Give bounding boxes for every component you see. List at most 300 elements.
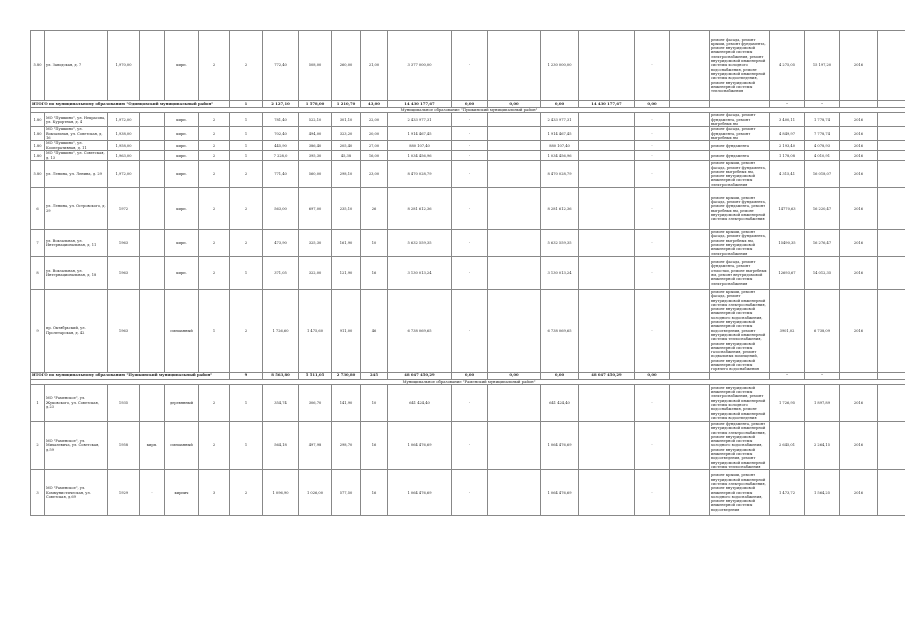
cell-num: 1.80 <box>31 127 45 141</box>
cell-empty <box>579 141 635 151</box>
cell-u2: - <box>805 101 840 108</box>
cell-empty <box>488 161 541 188</box>
cell-f2: 8 281 612,36 <box>541 188 579 230</box>
cell-empty <box>488 151 541 161</box>
cell-a3: 260,00 <box>332 31 361 101</box>
cell-yr: 2016 <box>840 127 878 141</box>
cell-a3: 298,10 <box>332 161 361 188</box>
cell-empty <box>670 188 710 230</box>
cell-yr: 2016 <box>840 188 878 230</box>
cell-yr: 2016 <box>840 141 878 151</box>
cell-empty <box>878 230 905 257</box>
cell-ent: 1 <box>230 113 263 127</box>
cell-works: ремонт фундамента, ремонт внутридомовой инженерной системы электроснабжения, ремонт внутридомовой инженерной системы холодного водоснабжения, ремонт внутридомовой инженерной системы водоотведения, ремонт внутридомовой инженерной системы теплоснабжения <box>710 421 770 469</box>
cell-year: 1972 <box>108 188 140 230</box>
total-row <box>31 101 905 108</box>
cell-fl: 1 <box>199 289 230 372</box>
cell-num: 8 <box>31 256 45 289</box>
cell-empty <box>670 127 710 141</box>
cell-works: ремонт фасада, ремонт фундамента, ремонт выгребных ям <box>710 113 770 127</box>
cell-year: 1,958,00 <box>108 141 140 151</box>
cell-n: 27,00 <box>361 141 388 151</box>
cell-f1: - <box>452 230 488 257</box>
cell-a2: 1 475,60 <box>299 289 332 372</box>
cell-u1: 4 849,97 <box>770 127 805 141</box>
cell-f5: 0,00 <box>635 101 670 108</box>
cell-num: 6 <box>31 188 45 230</box>
cell-u2: 1 778,74 <box>805 113 840 127</box>
cell-num: 5.80 <box>31 161 45 188</box>
cell-empty <box>579 31 635 101</box>
cell-f5: 0,00 <box>635 372 670 379</box>
cell-yr: 2016 <box>840 230 878 257</box>
cell-mat: кирп. <box>140 421 165 469</box>
cell-num: 7 <box>31 230 45 257</box>
cell-u1: 3 400,11 <box>770 113 805 127</box>
cell-empty <box>670 151 710 161</box>
cell-empty <box>840 101 878 108</box>
total-row <box>31 372 905 379</box>
cell-a2: 395,30 <box>299 151 332 161</box>
cell-works: ремонт крыши, ремонт фасада, ремонт внутридомовой инженерной системы электроснабжения, ремонт внутридомовой инженерной системы холодного водоснабжения, ремонт внутридомовой инженерной системы водоотведения, ремонт внутридомовой инженерной системы теплоснабжения, ремонт внутридомовой инженерной системы газоснабжения, ремонт подвальных помещений, ремонт внутридомовой инженерной системы горячего водоснабжения <box>710 289 770 372</box>
cell-year: 1,972,00 <box>108 113 140 127</box>
cell-empty <box>670 230 710 257</box>
cell-a2: 322,00 <box>299 256 332 289</box>
cell-works: ремонт фасада, ремонт фундамента, ремонт отмостки, ремонт выгребных ям, ремонт внутридомовой инженерной системы электроснабжения <box>710 256 770 289</box>
cell-tl: ИТОГО по муниципальному образованию "Одинцовский муниципальный район" <box>31 101 230 108</box>
cell-empty <box>878 151 905 161</box>
cell-mat2: смешанный <box>165 421 199 469</box>
cell-a3: 141,90 <box>332 384 361 421</box>
cell-empty <box>878 31 905 101</box>
table-row <box>31 188 905 230</box>
cell-yr: 2016 <box>840 289 878 372</box>
cell-f3: - <box>635 151 670 161</box>
cell-year: 1963 <box>108 256 140 289</box>
cell-empty <box>878 289 905 372</box>
cell-ent: 2 <box>230 31 263 101</box>
cell-empty <box>670 113 710 127</box>
cell-empty <box>488 127 541 141</box>
cell-empty <box>878 188 905 230</box>
cell-works: ремонт крыши, ремонт фасада, ремонт фундамента, ремонт выгребных ям, ремонт внутридомовой инженерной системы электроснабжения <box>710 230 770 257</box>
cell-a3: 121,90 <box>332 256 361 289</box>
cell-num: 3 <box>31 470 45 516</box>
cell-empty <box>488 31 541 101</box>
cell-f2: 8 470 028,79 <box>541 161 579 188</box>
cell-n: 23,00 <box>361 161 388 188</box>
cell-empty <box>140 384 165 421</box>
cell-tl: ИТОГО по муниципальному образованию "Пушкинский муниципальный район" <box>31 372 230 379</box>
cell-cost: 48 047 450,29 <box>388 372 452 379</box>
cell-ent: 2 <box>230 230 263 257</box>
cell-num: 9 <box>31 289 45 372</box>
table-row <box>31 161 905 188</box>
cell-f3: - <box>635 141 670 151</box>
cell-f2: 1 914 467,45 <box>541 127 579 141</box>
cell-f2: 0,00 <box>488 101 541 108</box>
cell-a3: 161,90 <box>332 230 361 257</box>
cell-empty <box>670 141 710 151</box>
cell-works: ремонт фасада, ремонт фундамента, ремонт выгребных ям <box>710 127 770 141</box>
cell-a1: 1 726,60 <box>263 289 299 372</box>
cell-fl: 2 <box>199 151 230 161</box>
cell-num: 1.80 <box>31 113 45 127</box>
cell-n: 245 <box>361 372 388 379</box>
cell-f3: - <box>635 127 670 141</box>
cell-mat: деревянный <box>165 384 199 421</box>
cell-addr: ул. Вокзальная, ул. Интернациональная, д. 18 <box>45 256 108 289</box>
cell-year: 1935 <box>108 384 140 421</box>
cell-f1: - <box>452 161 488 188</box>
cell-fl: 2 <box>199 141 230 151</box>
cell-a3: 45,38 <box>332 151 361 161</box>
cell-a2: 5 511,05 <box>299 372 332 379</box>
cell-addr: МО "Раменское", ул. Жуковского, ул. Советская, д.23 <box>45 384 108 421</box>
cell-f3: - <box>635 230 670 257</box>
cell-u1: 2 645,01 <box>770 421 805 469</box>
cell-f1: - <box>452 31 488 101</box>
cell-f1: - <box>452 289 488 372</box>
cell-works: ремонт крыши, ремонт внутридомовой инженерной системы электроснабжения, ремонт внутридомовой инженерной системы холодного водоснабжения, ремонт внутридомовой инженерной системы водоотведения <box>710 470 770 516</box>
cell-a3: 301,10 <box>332 113 361 127</box>
cell-f1: 0,00 <box>452 101 488 108</box>
cell-addr: пр. Октябрьский, ул. Пролетарская, д. 42 <box>45 289 108 372</box>
repair-program-table <box>30 30 905 516</box>
cell-u1: - <box>770 101 805 108</box>
table-row <box>31 289 905 372</box>
cell-empty <box>878 421 905 469</box>
cell-ent: 2 <box>230 289 263 372</box>
cell-a3: 205,40 <box>332 141 361 151</box>
cell-f2: 1 064 476,69 <box>541 421 579 469</box>
cell-fl: 2 <box>199 256 230 289</box>
cell-a2: 560,00 <box>299 161 332 188</box>
cell-yr: 2016 <box>840 256 878 289</box>
cell-a1: 473,90 <box>263 230 299 257</box>
cell-year: 1963 <box>108 230 140 257</box>
cell-empty <box>140 289 165 372</box>
cell-a3: 298,70 <box>332 421 361 469</box>
cell-cost: 1 064 476,69 <box>388 421 452 469</box>
table-row <box>31 113 905 127</box>
cell-mat2: кирпич <box>165 470 199 516</box>
cell-a3: 2 730,80 <box>332 372 361 379</box>
cell-n: 16 <box>361 421 388 469</box>
table-row <box>31 256 905 289</box>
cell-f1: - <box>452 470 488 516</box>
cell-a1: 1 096,90 <box>263 470 299 516</box>
table-row <box>31 384 905 421</box>
cell-u2: 6 738,09 <box>805 289 840 372</box>
cell-year: 1929 <box>108 470 140 516</box>
cell-cost: 8 281 612,36 <box>388 188 452 230</box>
cell-cost: 8 470 028,79 <box>388 161 452 188</box>
cell-works: ремонт внутридомовой инженерной системы электроснабжения, ремонт внутридомовой инженерной системы холодного водоснабжения, ремонт внутридомовой инженерной системы водоотведения <box>710 384 770 421</box>
cell-c: 9 <box>230 372 263 379</box>
cell-u2: 16 018,07 <box>805 161 840 188</box>
cell-empty <box>140 141 165 151</box>
cell-fl: 2 <box>199 384 230 421</box>
cell-empty <box>579 113 635 127</box>
cell-f2: 641 424,40 <box>541 384 579 421</box>
cell-empty <box>488 289 541 372</box>
cell-u1: 2 193,40 <box>770 141 805 151</box>
cell-f1: - <box>452 127 488 141</box>
cell-a1: 781,40 <box>263 113 299 127</box>
cell-empty <box>878 113 905 127</box>
cell-empty <box>488 384 541 421</box>
cell-mat: кирп. <box>165 188 199 230</box>
cell-f3: - <box>635 470 670 516</box>
cell-u2: 2 264,15 <box>805 421 840 469</box>
cell-empty <box>140 151 165 161</box>
cell-fl: 2 <box>199 230 230 257</box>
cell-fl: 3 <box>199 470 230 516</box>
cell-year: 1,963,00 <box>108 151 140 161</box>
cell-cost: 1 034 456,96 <box>388 151 452 161</box>
cell-u2: 1 897,89 <box>805 384 840 421</box>
cell-mat: кирп. <box>165 141 199 151</box>
cell-cost: 14 430 177,67 <box>388 101 452 108</box>
cell-works: ремонт крыши, ремонт фасада, ремонт фундамента, ремонт фундамента, ремонт выгребных ям, ремонт внутридомовой инженерной системы электроснабжения <box>710 188 770 230</box>
cell-mat: кирп. <box>165 113 199 127</box>
cell-works: ремонт фундамента <box>710 141 770 151</box>
cell-u2: 14 012,35 <box>805 256 840 289</box>
cell-empty <box>579 188 635 230</box>
cell-year: 1958 <box>108 421 140 469</box>
cell-year: 1,938,00 <box>108 127 140 141</box>
cell-n: 16 <box>361 470 388 516</box>
cell-empty <box>670 161 710 188</box>
cell-a3: 235,10 <box>332 188 361 230</box>
cell-u2: 16 276,47 <box>805 230 840 257</box>
cell-u2: 4 010,91 <box>805 151 840 161</box>
cell-n: 22,00 <box>361 113 388 127</box>
cell-num: 1.80 <box>31 151 45 161</box>
cell-mat: - <box>140 470 165 516</box>
cell-f1: - <box>452 188 488 230</box>
cell-u2: 1 564,25 <box>805 470 840 516</box>
cell-a2: 494,00 <box>299 127 332 141</box>
cell-empty <box>670 289 710 372</box>
cell-f2: 880 107,40 <box>541 141 579 151</box>
cell-num: 1.80 <box>31 141 45 151</box>
cell-u1: 14770,63 <box>770 188 805 230</box>
cell-addr: МО "Раменское", ул. Михалевича, ул. Советская, д.59 <box>45 421 108 469</box>
cell-empty <box>579 384 635 421</box>
cell-addr: МО "Пушкино", ул. Кооперативная, д. 11 <box>45 141 108 151</box>
cell-empty <box>579 230 635 257</box>
cell-yr: 2016 <box>840 113 878 127</box>
cell-empty <box>579 289 635 372</box>
cell-u1: 1 473,72 <box>770 470 805 516</box>
cell-f3: - <box>635 256 670 289</box>
cell-empty <box>878 141 905 151</box>
cell-yr: 2016 <box>840 421 878 469</box>
cell-f3: - <box>635 31 670 101</box>
cell-u2: 16 220,47 <box>805 188 840 230</box>
cell-f3: - <box>635 384 670 421</box>
cell-empty <box>670 31 710 101</box>
cell-f3: 0,00 <box>541 372 579 379</box>
cell-mat: кирп. <box>165 127 199 141</box>
cell-empty <box>579 421 635 469</box>
cell-f2: 6 738 069,65 <box>541 289 579 372</box>
cell-fl: 2 <box>199 113 230 127</box>
cell-fl: 2 <box>199 31 230 101</box>
cell-f1: - <box>452 256 488 289</box>
cell-addr: ул. Заводская, д. 7 <box>45 31 108 101</box>
cell-f2: 1 230 000,00 <box>541 31 579 101</box>
cell-empty <box>140 161 165 188</box>
cell-year: 1963 <box>108 289 140 372</box>
cell-f4: 48 047 450,29 <box>579 372 635 379</box>
cell-addr: МО "Пушкино", ул. Некрасова, ул. Курортная, д. 4 <box>45 113 108 127</box>
cell-n: 20,00 <box>361 127 388 141</box>
cell-empty <box>488 421 541 469</box>
cell-empty <box>878 256 905 289</box>
cell-fl: 2 <box>199 161 230 188</box>
cell-empty <box>840 372 878 379</box>
cell-addr: МО "Раменское", ул. Коммунистическая, ул. Советская, д.69 <box>45 470 108 516</box>
cell-f1: 0,00 <box>452 372 488 379</box>
table-row <box>31 151 905 161</box>
cell-u2: - <box>805 372 840 379</box>
cell-cost: 3 130 013,24 <box>388 256 452 289</box>
cell-n: 10 <box>361 230 388 257</box>
cell-a3: 1 210,70 <box>332 101 361 108</box>
cell-empty <box>140 31 165 101</box>
cell-empty <box>579 256 635 289</box>
cell-empty <box>670 384 710 421</box>
cell-f2: 1 034 456,96 <box>541 151 579 161</box>
cell-empty <box>488 113 541 127</box>
cell-fl: 2 <box>199 421 230 469</box>
cell-cost: 641 424,40 <box>388 384 452 421</box>
cell-n: 26 <box>361 188 388 230</box>
cell-yr: 2016 <box>840 151 878 161</box>
cell-n: 46 <box>361 289 388 372</box>
cell-ent: 2 <box>230 161 263 188</box>
cell-empty <box>579 161 635 188</box>
cell-u1: 12693,67 <box>770 256 805 289</box>
cell-u1: 4 315,41 <box>770 161 805 188</box>
cell-a2: 522,10 <box>299 113 332 127</box>
cell-u2: 4 078,93 <box>805 141 840 151</box>
cell-f1: - <box>452 141 488 151</box>
cell-a1: 354,74 <box>263 384 299 421</box>
cell-ent: 2 <box>230 470 263 516</box>
cell-empty <box>670 101 710 108</box>
cell-a1: 563,00 <box>263 188 299 230</box>
cell-cost: 1 914 467,45 <box>388 127 452 141</box>
cell-cost: 5 632 559,35 <box>388 230 452 257</box>
cell-cost: 3 377 000,00 <box>388 31 452 101</box>
table-row <box>31 230 905 257</box>
cell-a3: 577,50 <box>332 470 361 516</box>
cell-n: 43,00 <box>361 101 388 108</box>
cell-ent: 1 <box>230 127 263 141</box>
cell-empty <box>710 101 770 108</box>
cell-f3: - <box>635 113 670 127</box>
cell-empty <box>140 113 165 127</box>
cell-f3: - <box>635 161 670 188</box>
cell-u2: 15 197,20 <box>805 31 840 101</box>
table-row <box>31 470 905 516</box>
cell-year: 1,972,00 <box>108 161 140 188</box>
cell-u2: 7 778,74 <box>805 127 840 141</box>
cell-addr: ул. Ленина, ул. Островского, д. 29 <box>45 188 108 230</box>
cell-fl: 2 <box>199 188 230 230</box>
cell-yr: 2016 <box>840 384 878 421</box>
cell-num: 1 <box>31 384 45 421</box>
cell-mat: кирп. <box>165 230 199 257</box>
cell-cost: 2 433 977,31 <box>388 113 452 127</box>
cell-f1: - <box>452 113 488 127</box>
cell-c: 1 <box>230 101 263 108</box>
cell-empty <box>488 188 541 230</box>
cell-ent: 2 <box>230 188 263 230</box>
cell-f2: 3 130 013,24 <box>541 256 579 289</box>
cell-f2: 5 632 559,35 <box>541 230 579 257</box>
cell-ent: 1 <box>230 421 263 469</box>
cell-ent: 1 <box>230 384 263 421</box>
cell-f2: 1 064 476,69 <box>541 470 579 516</box>
cell-works: ремонт фундамента <box>710 151 770 161</box>
cell-empty <box>878 127 905 141</box>
cell-u1: 4 275,05 <box>770 31 805 101</box>
cell-f3: - <box>635 289 670 372</box>
cell-ent: 1 <box>230 141 263 151</box>
cell-n: 21,00 <box>361 31 388 101</box>
cell-empty <box>878 161 905 188</box>
cell-a1: 772,40 <box>263 31 299 101</box>
cell-mat: кирп. <box>165 256 199 289</box>
cell-empty <box>140 127 165 141</box>
cell-addr: МО "Пушкино", ул. Советская, д. 13 <box>45 151 108 161</box>
cell-f4: 14 430 177,67 <box>579 101 635 108</box>
cell-a1: 445,90 <box>263 141 299 151</box>
cell-year: 1,970,00 <box>108 31 140 101</box>
cell-mat: кирп. <box>165 161 199 188</box>
cell-u1: 3901,02 <box>770 289 805 372</box>
cell-u1: 15490,35 <box>770 230 805 257</box>
cell-a2: 325,30 <box>299 230 332 257</box>
cell-f1: - <box>452 384 488 421</box>
cell-yr: 2016 <box>840 161 878 188</box>
cell-addr: ул. Вокзальная, ул. Интернациональная, д. 11 <box>45 230 108 257</box>
cell-works: ремонт фасада, ремонт крыши, ремонт фундамента, ремонт внутридомовой инженерной системы электроснабжения, ремонт внутридомовой инженерной системы холодного водоснабжения, ремонт внутридомовой инженерной системы водоотведения, ремонт внутридомовой инженерной системы теплоснабжения <box>710 31 770 101</box>
cell-addr: ул. Ленина, ул. Ленина, д. 29 <box>45 161 108 188</box>
cell-empty <box>140 188 165 230</box>
document-sheet <box>30 30 877 592</box>
cell-ent: 1 <box>230 151 263 161</box>
cell-a3: 911,00 <box>332 289 361 372</box>
cell-a1: 564,18 <box>263 421 299 469</box>
table-row <box>31 141 905 151</box>
cell-empty <box>579 127 635 141</box>
cell-sec: Муниципальное образование "Раменский муниципальный район" <box>31 379 905 384</box>
cell-u1: - <box>770 372 805 379</box>
cell-n: 16 <box>361 256 388 289</box>
table-row <box>31 31 905 101</box>
cell-cost: 880 107,40 <box>388 141 452 151</box>
cell-n: 10 <box>361 384 388 421</box>
cell-empty <box>488 141 541 151</box>
cell-a1: 2 127,10 <box>263 101 299 108</box>
cell-f3: - <box>635 188 670 230</box>
